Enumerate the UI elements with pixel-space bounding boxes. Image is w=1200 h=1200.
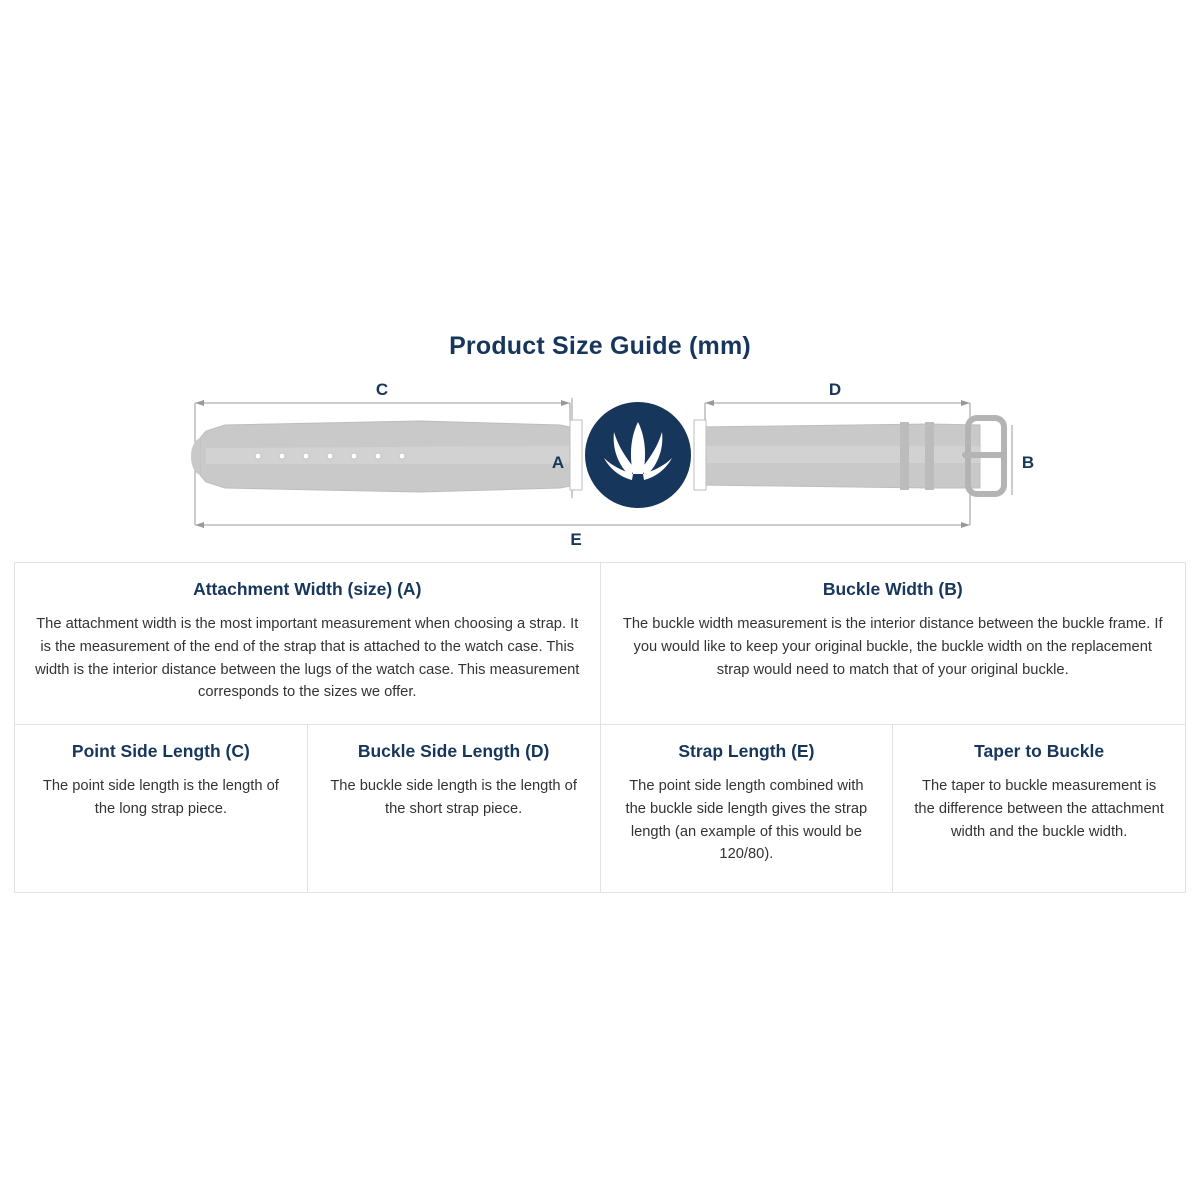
cell-title: Buckle Side Length (D) bbox=[357, 741, 550, 762]
cell-title: Attachment Width (size) (A) bbox=[193, 579, 422, 599]
cell-point-side-length bbox=[15, 725, 308, 893]
cell-body: The point side length is the length of the long strap piece. bbox=[42, 778, 279, 817]
cell-buckle-width bbox=[600, 563, 1186, 725]
label-d: D bbox=[828, 380, 842, 399]
cell-strap-length bbox=[600, 725, 893, 893]
label-a: A bbox=[551, 453, 565, 472]
cell-taper-to-buckle bbox=[893, 725, 1186, 893]
label-b: B bbox=[1021, 453, 1035, 472]
page-title: Product Size Guide (mm) bbox=[449, 332, 751, 360]
cell-body: The taper to buckle measurement is the difference between the attachment width and the buckle width. bbox=[914, 778, 1164, 840]
label-e: E bbox=[570, 530, 582, 549]
cell-title: Point Side Length (C) bbox=[71, 741, 250, 762]
cell-body: The attachment width is the most important measurement when choosing a strap. It is the measurement of the end of the strap that is attached to the watch case. This width is the interior distance between the lugs of the watch case. This measurement corresponds to the sizes we offer. bbox=[35, 616, 580, 701]
cell-title: Buckle Width (B) bbox=[822, 579, 963, 599]
measurement-definitions-table bbox=[14, 562, 1186, 893]
table-row bbox=[15, 725, 1186, 893]
label-c: C bbox=[375, 380, 389, 399]
cell-body: The point side length combined with the buckle side length gives the strap length (an example of this would be 120/80). bbox=[625, 778, 868, 863]
cell-buckle-side-length bbox=[307, 725, 600, 893]
cell-title: Strap Length (E) bbox=[678, 741, 815, 762]
cell-title: Taper to Buckle bbox=[974, 741, 1105, 762]
cell-body: The buckle side length is the length of the short strap piece. bbox=[330, 778, 577, 817]
table-row bbox=[15, 563, 1186, 725]
cell-body: The buckle width measurement is the interior distance between the buckle frame. If you would like to keep your original buckle, the buckle width on the replacement strap would need to match that of your original buckle. bbox=[622, 616, 1163, 678]
cell-attachment-width bbox=[15, 563, 601, 725]
watch-strap-diagram bbox=[0, 370, 1200, 555]
